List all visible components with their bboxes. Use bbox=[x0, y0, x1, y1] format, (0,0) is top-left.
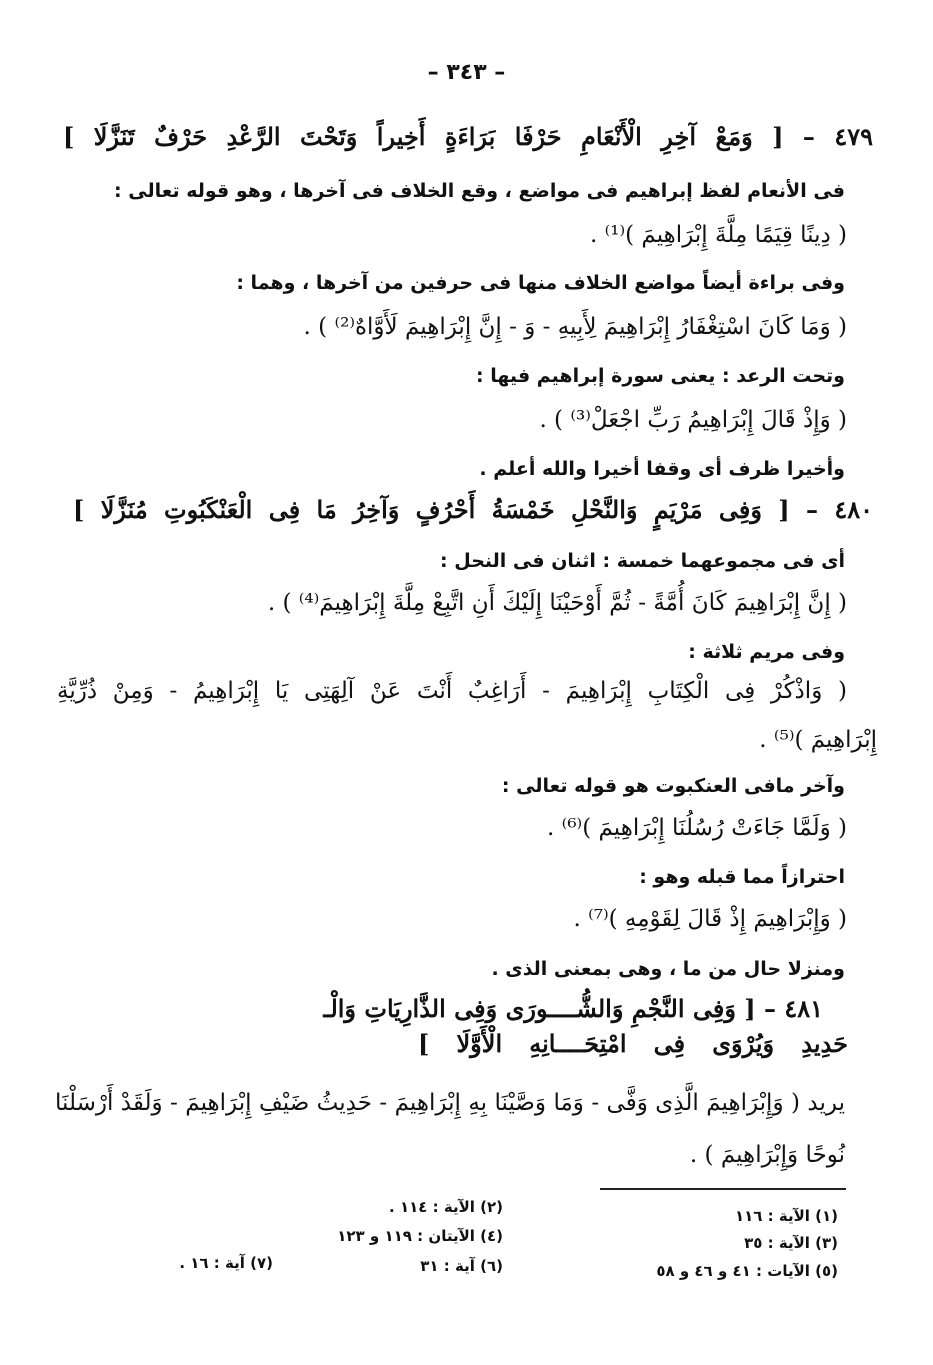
quran-quote: ( وَإِذْ قَالَ إِبْرَاهِيمُ رَبِّ اجْعَلْ⁽³⁾ ) . bbox=[539, 407, 847, 433]
footnote-2: (٢) الآية : ١١٤ . bbox=[389, 1198, 503, 1216]
page-number: – ٣٤٣ – bbox=[427, 60, 506, 85]
commentary-line: وأخيرا ظرف أى وقفا أخيرا والله أعلم . bbox=[479, 458, 845, 480]
commentary-line: فى الأنعام لفظ إبراهيم فى مواضع ، وقع الخلاف فى آخرها ، وهو قوله تعالى : bbox=[114, 180, 845, 202]
commentary-line: وآخر مافى العنكبوت هو قوله تعالى : bbox=[501, 775, 845, 797]
quran-quote: يريد ( وَإِبْرَاهِيمَ الَّذِى وَفَّى - وَمَا وَصَّيْنَا بِهِ إِبْرَاهِيمَ - حَدِيثُ ضَيْفِ إِبْرَاهِيمَ - وَلَقَدْ أَرْسَلْنَا bbox=[55, 1090, 845, 1116]
footnote-6: (٦) آية : ٣١ bbox=[420, 1257, 503, 1275]
quran-quote: ( دِينًا قِيَمًا مِلَّةَ إِبْرَاهِيمَ )⁽¹⁾ . bbox=[589, 222, 847, 248]
quran-quote: ( وَلَمَّا جَاءَتْ رُسُلُنَا إِبْرَاهِيمَ )⁽⁶⁾ . bbox=[547, 815, 847, 841]
quran-quote: ( وَمَا كَانَ اسْتِغْفَارُ إِبْرَاهِيمَ لِأَبِيهِ - وَ - إِنَّ إِبْرَاهِيمَ لَأَوَّاهٌ⁽²⁾ ) . bbox=[303, 314, 847, 340]
commentary-line: وتحت الرعد : يعنى سورة إبراهيم فيها : bbox=[476, 365, 845, 387]
commentary-line: وفى مريم ثلاثة : bbox=[688, 641, 845, 663]
footnote-divider bbox=[600, 1188, 846, 1190]
footnote-4: (٤) الآيتان : ١١٩ و ١٢٣ bbox=[337, 1227, 503, 1245]
footnote-3: (٣) الآية : ٣٥ bbox=[744, 1234, 838, 1252]
verse-481-first-half: ٤٨١ – [ وَفِى النَّجْمِ وَالشُّــــورَى وَفِى الذَّارِيَاتِ وَالْـ bbox=[323, 994, 823, 1023]
commentary-line: ومنزلا حال من ما ، وهى بمعنى الذى . bbox=[491, 958, 845, 980]
commentary-line: احترازاً مما قبله وهو : bbox=[639, 866, 845, 888]
quran-quote: ( وَاذْكُرْ فِى الْكِتَابِ إِبْرَاهِيمَ - أَرَاغِبٌ أَنْتَ عَنْ آلِهَتِى يَا إِبْرَاهِيمُ - وَمِنْ ذُرِّيَّةِ bbox=[57, 678, 847, 704]
commentary-line: أى فى مجموعهما خمسة : اثنان فى النحل : bbox=[440, 550, 845, 572]
footnote-5: (٥) الآيات : ٤١ و ٤٦ و ٥٨ bbox=[656, 1262, 838, 1280]
verse-479: ٤٧٩ – [ وَمَعْ آخِرِ الْأَنْعَامِ حَرْفَا بَرَاءَةٍ أَخِيراً وَتَحْتَ الرَّعْدِ حَرْفٌ تَنَزَّلَا ] bbox=[63, 122, 873, 151]
quran-quote: ( وَإِبْرَاهِيمَ إِذْ قَالَ لِقَوْمِهِ )⁽⁷⁾ . bbox=[573, 906, 847, 932]
commentary-line: وفى براءة أيضاً مواضع الخلاف منها فى حرفين من آخرها ، وهما : bbox=[236, 272, 845, 294]
quran-quote: ( إِنَّ إِبْرَاهِيمَ كَانَ أُمَّةً - ثُمَّ أَوْحَيْنَا إِلَيْكَ أَنِ اتَّبِعْ مِلَّةَ إِبْرَاهِيمَ⁽⁴⁾ ) . bbox=[267, 590, 847, 616]
footnote-1: (١) الآية : ١١٦ bbox=[734, 1207, 838, 1225]
quran-quote: نُوحًا وَإِبْرَاهِيمَ ) . bbox=[689, 1142, 845, 1168]
quran-quote: إِبْرَاهِيمَ )⁽⁵⁾ . bbox=[759, 727, 877, 753]
footnote-7: (٧) آية : ١٦ . bbox=[179, 1254, 273, 1272]
verse-481-second-half: حَدِيدِ وَيُرْوَى فِى امْتِحَــــانِهِ الْأَوَّلَا ] bbox=[418, 1029, 848, 1058]
verse-480: ٤٨٠ – [ وَفِى مَرْيَمٍ وَالنَّحْلِ خَمْسَةُ أَحْرُفٍ وَآخِرُ مَا فِى الْعَنْكَبُوتِ مُنَزَّلَا ] bbox=[73, 495, 873, 524]
